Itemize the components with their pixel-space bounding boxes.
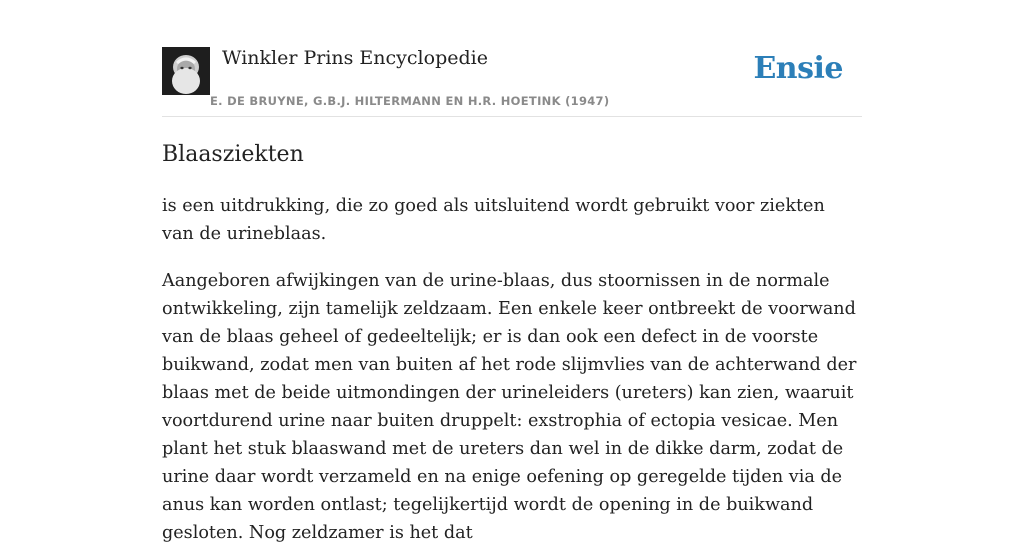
article-paragraph-2: Aangeboren afwijkingen van de urine-blaas, dus stoornissen in de normale ontwikkeling, zijn tamelijk zeldzaam. Een enkele keer ontbreekt de voorwand van de blaas geheel of gedeeltelijk; er is dan ook een defect in de voorste buikwand, zodat men van buiten af het rode slijmvlies van de achterwand der blaas met de beide uitmondingen der urineleiders (ureters) kan zien, waaruit voortdurend urine naar buiten druppelt: exstrophia of ectopia vesicae. Men plant het stuk blaaswand met de ureters dan wel in de dikke darm, zodat de urine daar wordt verzameld en na enige oefening op geregelde tijden via de anus kan worden ontlast; tegelijkertijd wordt de opening in de buikwand gesloten. Nog zeldzamer is het dat	[162, 271, 857, 543]
page-container	[162, 0, 862, 543]
brand-logo[interactable]: Ensie	[753, 51, 843, 86]
header	[162, 0, 862, 117]
author-avatar[interactable]	[162, 47, 210, 95]
article-paragraph-1: is een uitdrukking, die zo goed als uitsluitend wordt gebruikt voor ziekten van de urineblaas.	[162, 196, 825, 244]
authors-line: E. DE BRUYNE, G.B.J. HILTERMANN EN H.R. HOETINK (1947)	[210, 94, 610, 108]
site-title[interactable]: Winkler Prins Encyclopedie	[222, 47, 488, 69]
bearded-man-portrait-icon	[162, 47, 210, 95]
article-title: Blaasziekten	[162, 142, 304, 167]
